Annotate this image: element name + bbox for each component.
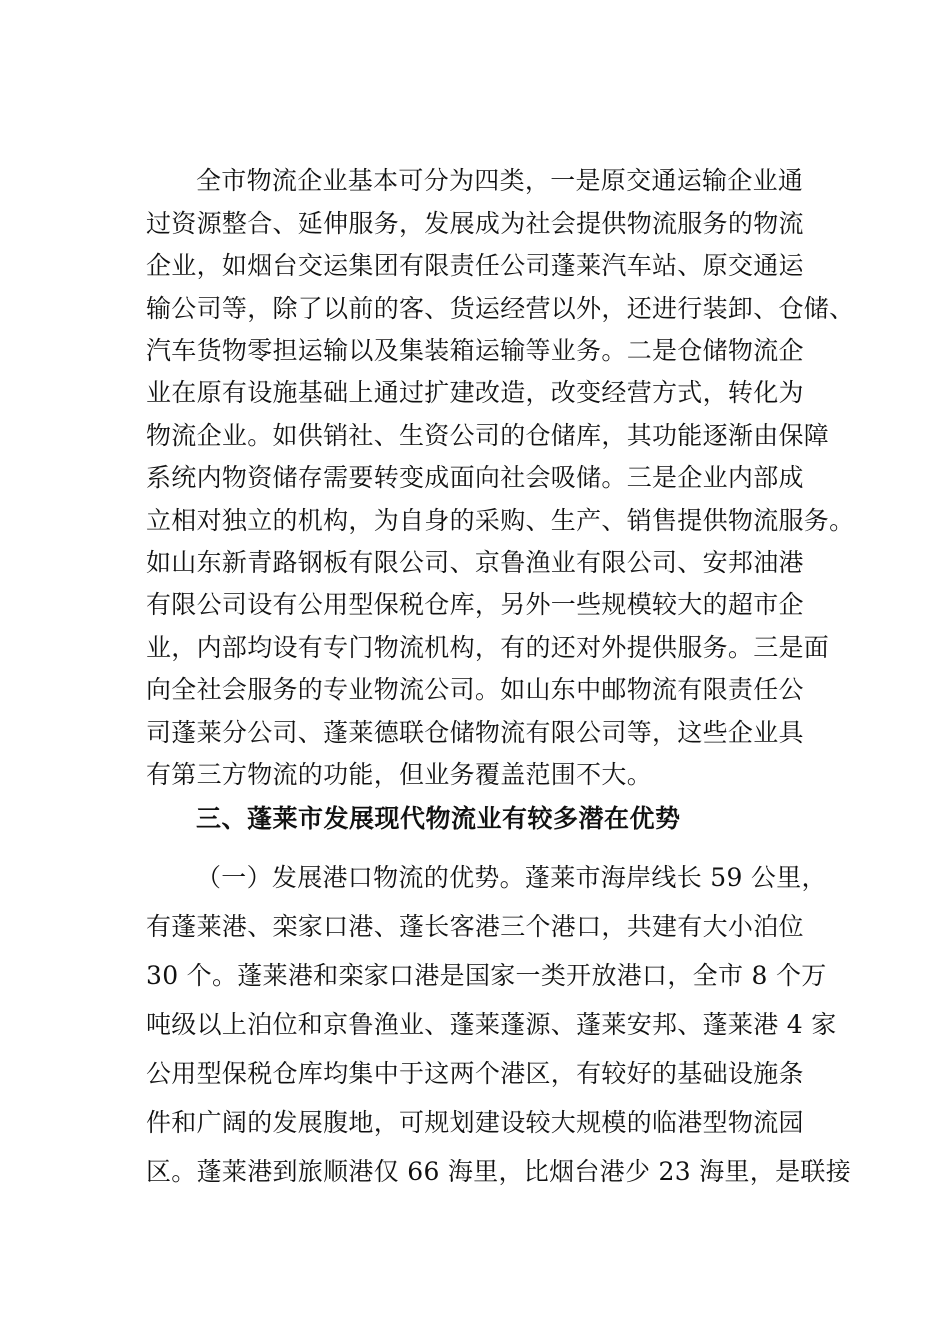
paragraph-1-line-3: 企业，如烟台交运集团有限责任公司蓬莱汽车站、原交通运: [146, 251, 804, 280]
section-heading: 三、蓬莱市发展现代物流业有较多潜在优势: [196, 804, 681, 833]
paragraph-2-line-6: 件和广阔的发展腹地，可规划建设较大规模的临港型物流园: [146, 1108, 804, 1137]
paragraph-1-line-15: 有第三方物流的功能，但业务覆盖范围不大。: [146, 760, 653, 789]
paragraph-2-line-5: 公用型保税仓库均集中于这两个港区，有较好的基础设施条: [146, 1059, 804, 1088]
paragraph-1-line-13: 向全社会服务的专业物流公司。如山东中邮物流有限责任公: [146, 675, 804, 704]
paragraph-1-line-2: 过资源整合、延伸服务，发展成为社会提供物流服务的物流: [146, 209, 804, 238]
paragraph-1-line-8: 系统内物资储存需要转变成面向社会吸储。三是企业内部成: [146, 463, 804, 492]
paragraph-1-line-12: 业，内部均设有专门物流机构，有的还对外提供服务。三是面: [146, 633, 830, 662]
paragraph-2-line-3: 30 个。蓬莱港和栾家口港是国家一类开放港口，全市 8 个万: [146, 961, 827, 990]
paragraph-2-line-2: 有蓬莱港、栾家口港、蓬长客港三个港口，共建有大小泊位: [146, 912, 804, 941]
paragraph-2-line-4: 吨级以上泊位和京鲁渔业、蓬莱蓬源、蓬莱安邦、蓬莱港 4 家: [146, 1010, 837, 1039]
paragraph-1-line-11: 有限公司设有公用型保税仓库，另外一些规模较大的超市企: [146, 590, 804, 619]
paragraph-1-line-14: 司蓬莱分公司、蓬莱德联仓储物流有限公司等，这些企业具: [146, 718, 804, 747]
paragraph-1-line-7: 物流企业。如供销社、生资公司的仓储库，其功能逐渐由保障: [146, 421, 830, 450]
paragraph-1-line-5: 汽车货物零担运输以及集装箱运输等业务。二是仓储物流企: [146, 336, 804, 365]
paragraph-1-line-10: 如山东新青路钢板有限公司、京鲁渔业有限公司、安邦油港: [146, 548, 804, 577]
paragraph-2-line-7: 区。蓬莱港到旅顺港仅 66 海里，比烟台港少 23 海里，是联接: [146, 1157, 852, 1186]
paragraph-1-line-1: 全市物流企业基本可分为四类，一是原交通运输企业通: [196, 166, 804, 195]
paragraph-1-line-4: 输公司等，除了以前的客、货运经营以外，还进行装卸、仓储、: [146, 294, 855, 323]
paragraph-1-line-6: 业在原有设施基础上通过扩建改造，改变经营方式，转化为: [146, 378, 804, 407]
paragraph-2-line-1: （一）发展港口物流的优势。蓬莱市海岸线长 59 公里，: [196, 863, 827, 892]
paragraph-1-line-9: 立相对独立的机构，为自身的采购、生产、销售提供物流服务。: [146, 506, 855, 535]
